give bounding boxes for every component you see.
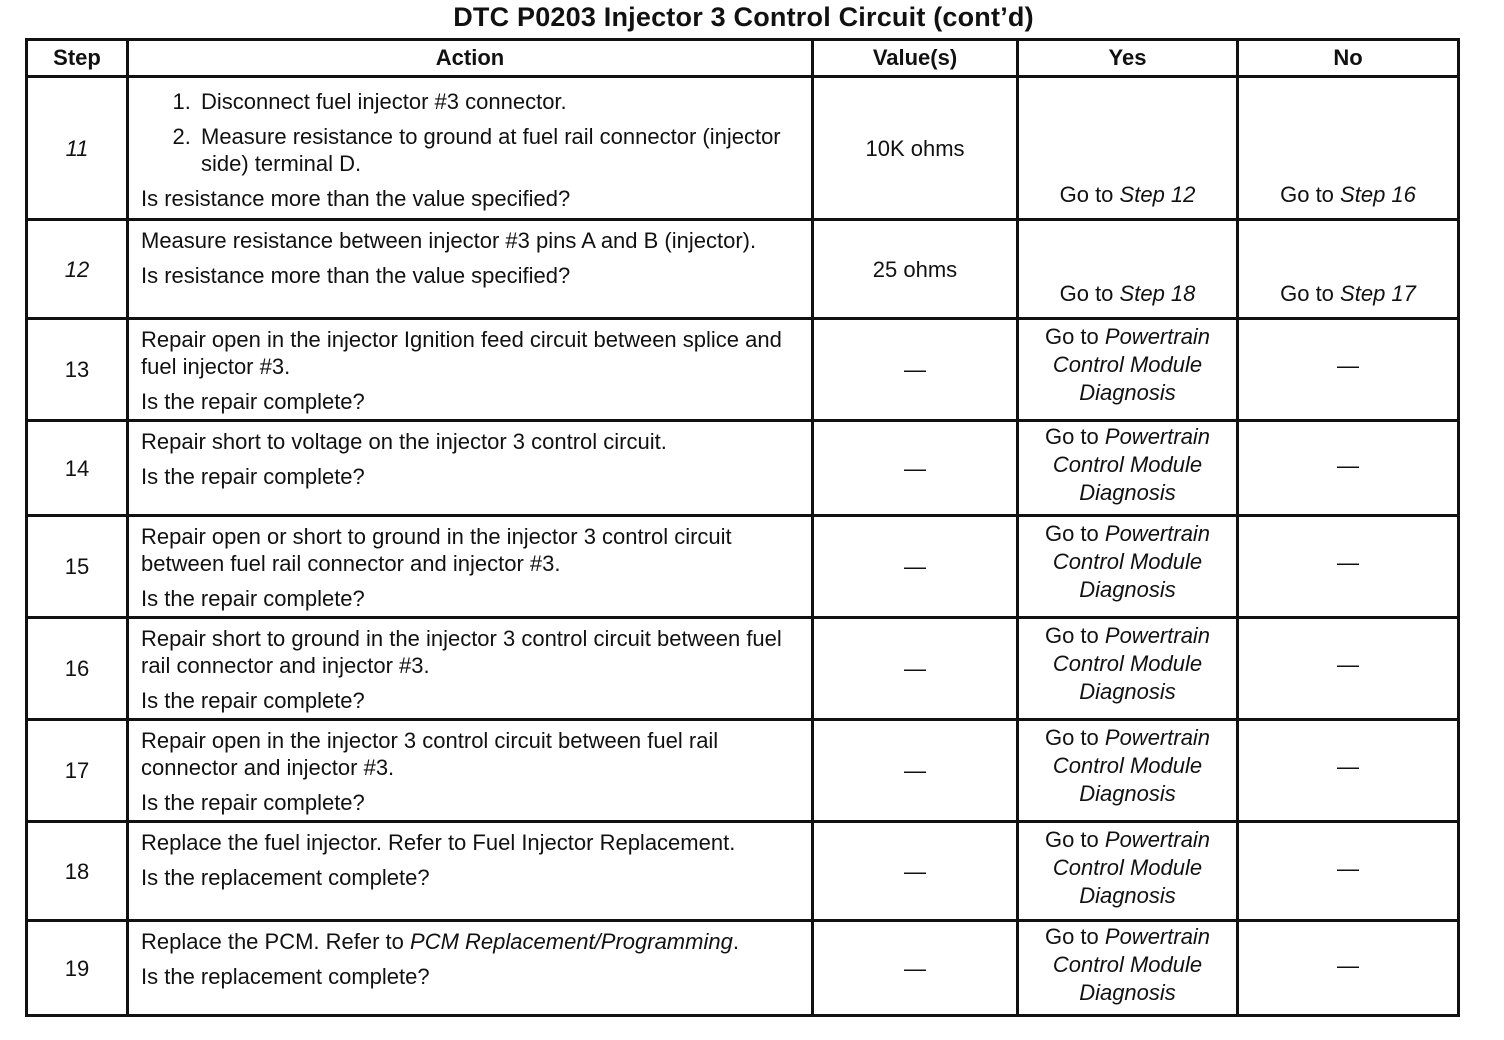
- goto-text: Go to: [1044, 924, 1099, 949]
- yes-cell: [1018, 618, 1238, 720]
- table-row: [27, 516, 1459, 618]
- action-cell: [128, 516, 813, 618]
- header-row: [27, 40, 1459, 77]
- table-row: [27, 822, 1459, 921]
- pcm-diagnosis-line: Control Module: [1052, 855, 1203, 880]
- table-row: [27, 220, 1459, 319]
- yes-cell: [1018, 516, 1238, 618]
- action-question: Is resistance more than the value specified?: [141, 263, 571, 288]
- goto-text: Go to: [1059, 182, 1114, 207]
- action-cell: [128, 220, 813, 319]
- pcm-diagnosis-line: Powertrain: [1104, 725, 1211, 750]
- table-row: [27, 720, 1459, 822]
- dash-value: —: [1337, 952, 1359, 978]
- goto-text: Go to: [1044, 827, 1099, 852]
- action-description: Replace the fuel injector. Refer to Fuel Injector Replacement.: [141, 830, 736, 855]
- pcm-diagnosis-line: Diagnosis: [1079, 883, 1176, 908]
- no-cell: [1238, 618, 1459, 720]
- value-cell: —: [813, 618, 1018, 720]
- table-row: [27, 618, 1459, 720]
- no-cell: [1238, 822, 1459, 921]
- header-action: Action: [128, 40, 813, 77]
- value-cell: 10K ohms: [813, 77, 1018, 220]
- table-row: [27, 77, 1459, 220]
- action-cell: [128, 921, 813, 1016]
- header-values: Value(s): [813, 40, 1018, 77]
- pcm-diagnosis-line: Control Module: [1052, 352, 1203, 377]
- diagnostic-table: [25, 38, 1460, 1017]
- dash-value: —: [1337, 352, 1359, 378]
- pcm-diagnosis-line: Control Module: [1052, 753, 1203, 778]
- pcm-diagnosis-line: Powertrain: [1104, 324, 1211, 349]
- action-question: Is the repair complete?: [141, 389, 365, 414]
- pcm-diagnosis-line: Diagnosis: [1079, 380, 1176, 405]
- yes-cell: [1018, 921, 1238, 1016]
- step-number: 13: [64, 357, 90, 382]
- action-question: Is the repair complete?: [141, 688, 365, 713]
- goto-text: Go to: [1280, 182, 1334, 207]
- action-list-item: 2. Measure resistance to ground at fuel rail connector (injector side) terminal D.: [197, 123, 801, 177]
- header-step: Step: [27, 40, 128, 77]
- action-description: Repair open in the injector 3 control circuit between fuel rail connector and injector #3.: [141, 728, 719, 780]
- table-row: [27, 921, 1459, 1016]
- action-question: Is resistance more than the value specified?: [141, 186, 571, 211]
- step-number: 11: [65, 135, 89, 161]
- reference-link: PCM Replacement/Programming: [410, 929, 733, 954]
- yes-cell: [1018, 822, 1238, 921]
- page-title: DTC P0203 Injector 3 Control Circuit (cont’d): [453, 2, 1034, 32]
- value-cell: —: [813, 720, 1018, 822]
- table-row: [27, 421, 1459, 516]
- value-cell: —: [813, 822, 1018, 921]
- dash-value: —: [1337, 651, 1359, 677]
- step-number: 19: [64, 955, 90, 981]
- header-yes: Yes: [1018, 40, 1238, 77]
- no-cell: [1238, 421, 1459, 516]
- goto-text: Go to: [1059, 281, 1114, 306]
- action-description: Measure resistance between injector #3 pins A and B (injector).: [141, 228, 757, 253]
- pcm-diagnosis-line: Diagnosis: [1079, 781, 1176, 806]
- action-text: .: [732, 929, 739, 954]
- pcm-diagnosis-line: Diagnosis: [1079, 577, 1176, 602]
- no-cell: [1238, 220, 1459, 319]
- pcm-diagnosis-line: Control Module: [1052, 952, 1203, 977]
- goto-step-link: Step 16: [1340, 182, 1416, 207]
- step-number: 14: [64, 455, 90, 481]
- step-cell: [27, 618, 128, 720]
- value-cell: —: [813, 421, 1018, 516]
- action-cell: [128, 319, 813, 421]
- action-cell: [128, 618, 813, 720]
- step-cell: [27, 421, 128, 516]
- action-description: [141, 928, 801, 955]
- value-cell: —: [813, 516, 1018, 618]
- goto-text: Go to: [1044, 725, 1099, 750]
- goto-step-link: Step 18: [1119, 281, 1196, 306]
- step-cell: [27, 720, 128, 822]
- goto-step-link: Step 12: [1119, 182, 1196, 207]
- yes-cell: [1018, 720, 1238, 822]
- pcm-diagnosis-line: Control Module: [1052, 651, 1203, 676]
- action-list: [141, 88, 801, 177]
- no-cell: [1238, 720, 1459, 822]
- yes-cell: [1018, 421, 1238, 516]
- pcm-diagnosis-line: Diagnosis: [1079, 679, 1176, 704]
- step-cell: [27, 516, 128, 618]
- no-cell: [1238, 77, 1459, 220]
- pcm-diagnosis-line: Powertrain: [1104, 924, 1211, 949]
- action-question: Is the repair complete?: [141, 790, 365, 815]
- step-cell: [27, 77, 128, 220]
- no-cell: [1238, 921, 1459, 1016]
- action-question: Is the repair complete?: [141, 586, 365, 611]
- action-question: Is the repair complete?: [141, 464, 365, 489]
- pcm-diagnosis-line: Powertrain: [1104, 827, 1211, 852]
- no-cell: [1238, 516, 1459, 618]
- pcm-diagnosis-line: Powertrain: [1104, 521, 1211, 546]
- action-question: Is the replacement complete?: [141, 964, 430, 989]
- step-cell: [27, 822, 128, 921]
- yes-cell: [1018, 77, 1238, 220]
- goto-step-link: Step 17: [1340, 281, 1416, 306]
- value-cell: 25 ohms: [813, 220, 1018, 319]
- action-description: Repair short to ground in the injector 3 control circuit between fuel rail connector and injector #3.: [141, 626, 782, 678]
- step-number: 18: [64, 858, 90, 884]
- dash-value: —: [1337, 855, 1359, 881]
- dash-value: —: [1337, 452, 1359, 478]
- pcm-diagnosis-line: Control Module: [1052, 452, 1203, 477]
- goto-text: Go to: [1044, 424, 1099, 449]
- goto-text: Go to: [1044, 623, 1099, 648]
- yes-cell: [1018, 220, 1238, 319]
- pcm-diagnosis-line: Powertrain: [1104, 623, 1211, 648]
- action-description: Repair short to voltage on the injector 3 control circuit.: [141, 429, 667, 454]
- goto-text: Go to: [1044, 521, 1099, 546]
- action-cell: [128, 822, 813, 921]
- goto-text: Go to: [1044, 324, 1099, 349]
- action-cell: [128, 720, 813, 822]
- value-cell: —: [813, 319, 1018, 421]
- step-number: 16: [64, 656, 90, 681]
- action-question: Is the replacement complete?: [141, 865, 430, 890]
- pcm-diagnosis-line: Diagnosis: [1079, 480, 1176, 505]
- goto-text: Go to: [1280, 281, 1334, 306]
- dash-value: —: [1337, 549, 1359, 575]
- action-text: Replace the PCM. Refer to: [141, 929, 404, 954]
- step-number: 15: [64, 554, 90, 579]
- step-number: 12: [64, 256, 90, 282]
- action-cell: [128, 421, 813, 516]
- action-list-item: 1. Disconnect fuel injector #3 connector.: [197, 88, 801, 115]
- pcm-diagnosis-line: Powertrain: [1104, 424, 1211, 449]
- dash-value: —: [1337, 753, 1359, 779]
- step-number: 17: [64, 758, 90, 783]
- no-cell: [1238, 319, 1459, 421]
- action-description: Repair open in the injector Ignition feed circuit between splice and fuel injector #3.: [141, 327, 782, 379]
- step-cell: [27, 319, 128, 421]
- pcm-diagnosis-line: Diagnosis: [1079, 980, 1176, 1005]
- step-cell: [27, 921, 128, 1016]
- pcm-diagnosis-line: Control Module: [1052, 549, 1203, 574]
- header-no: No: [1238, 40, 1459, 77]
- table-row: [27, 319, 1459, 421]
- value-cell: —: [813, 921, 1018, 1016]
- step-cell: [27, 220, 128, 319]
- yes-cell: [1018, 319, 1238, 421]
- action-cell: [128, 77, 813, 220]
- action-description: Repair open or short to ground in the injector 3 control circuit between fuel rail connector and injector #3.: [141, 524, 732, 576]
